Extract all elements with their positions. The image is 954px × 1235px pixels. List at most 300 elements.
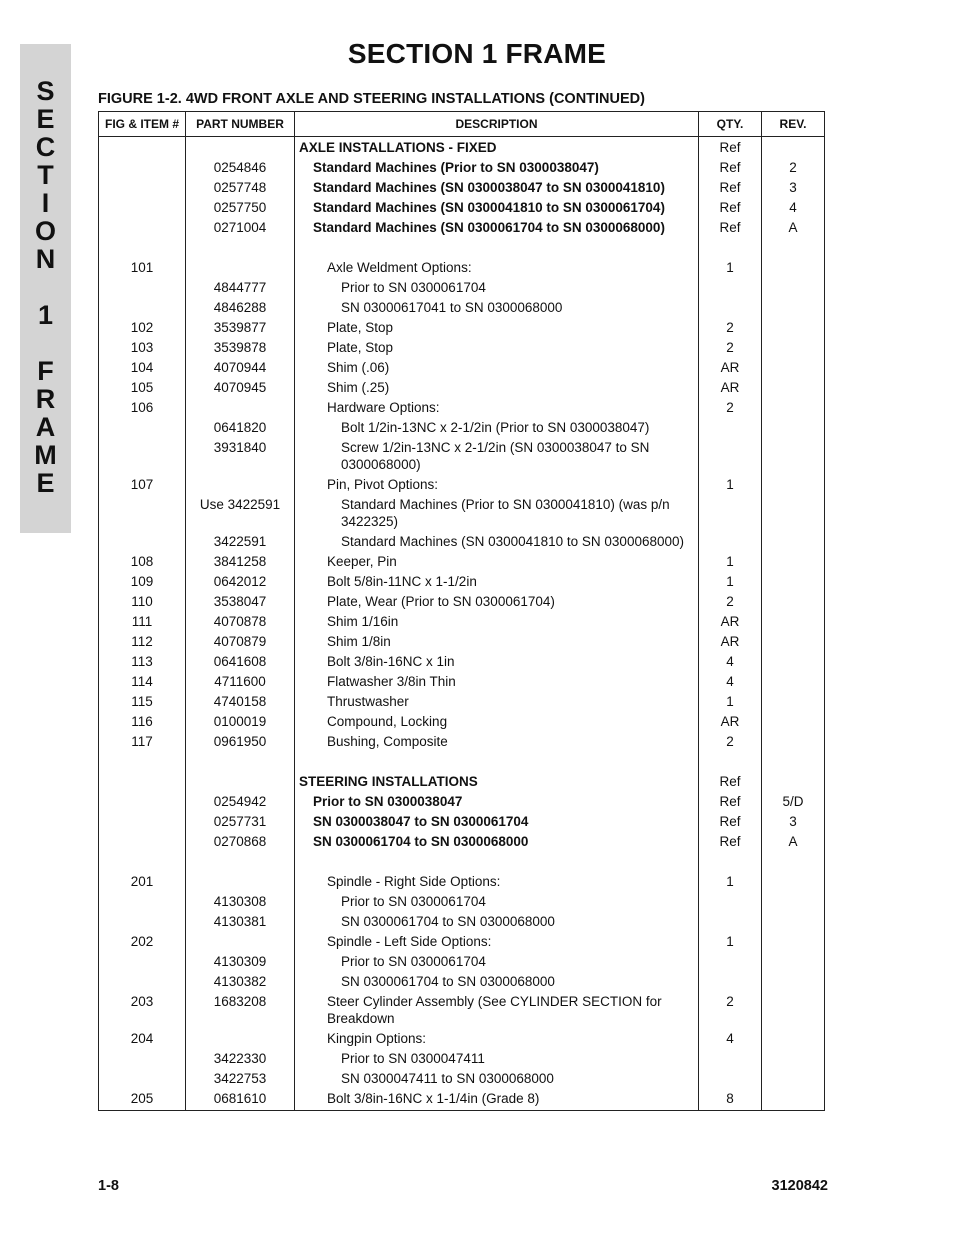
quantity-cell (699, 1070, 762, 1090)
column-header-rev: REV. (762, 112, 825, 137)
revision-cell (762, 873, 825, 893)
table-row (99, 733, 825, 753)
description-cell: Plate, Wear (Prior to SN 0300061704) (295, 593, 699, 613)
quantity-cell (699, 419, 762, 439)
revision-cell (762, 359, 825, 379)
table-header-row (99, 112, 825, 137)
revision-cell (762, 913, 825, 933)
part-number-cell: 4740158 (186, 693, 295, 713)
table-row (99, 259, 825, 279)
item-number-cell: 111 (99, 613, 186, 633)
side-tab-letter: C (35, 132, 56, 162)
part-number-cell (186, 259, 295, 279)
item-number-cell: 107 (99, 476, 186, 496)
table-row (99, 379, 825, 399)
revision-cell (762, 1050, 825, 1070)
revision-cell (762, 693, 825, 713)
revision-cell (762, 137, 825, 160)
table-row (99, 319, 825, 339)
section-side-tab (20, 44, 71, 533)
item-number-cell (99, 913, 186, 933)
table-row (99, 279, 825, 299)
revision-cell (762, 476, 825, 496)
description-cell: Plate, Stop (295, 319, 699, 339)
quantity-cell: 1 (699, 553, 762, 573)
item-number-cell (99, 419, 186, 439)
item-number-cell: 117 (99, 733, 186, 753)
side-tab-letter: I (41, 188, 50, 218)
quantity-cell: AR (699, 713, 762, 733)
spacer-cell (699, 753, 762, 773)
quantity-cell: AR (699, 633, 762, 653)
part-number-cell: 3422591 (186, 533, 295, 553)
revision-cell: A (762, 219, 825, 239)
side-tab-letter: T (37, 160, 54, 190)
item-number-cell (99, 1050, 186, 1070)
description-cell: Prior to SN 0300061704 (295, 279, 699, 299)
side-tab-gap (20, 273, 71, 301)
quantity-cell: 4 (699, 653, 762, 673)
description-cell: Screw 1/2in-13NC x 2-1/2in (SN 0300038047 to SN 0300068000) (295, 439, 699, 476)
description-cell: Plate, Stop (295, 339, 699, 359)
table-row (99, 553, 825, 573)
table-row (99, 137, 825, 160)
item-number-cell: 105 (99, 379, 186, 399)
item-number-cell (99, 199, 186, 219)
spacer-row (99, 239, 825, 259)
part-number-cell: 0257748 (186, 179, 295, 199)
item-number-cell: 204 (99, 1030, 186, 1050)
part-number-cell: 3538047 (186, 593, 295, 613)
table-row (99, 593, 825, 613)
part-number-cell: 3422330 (186, 1050, 295, 1070)
item-number-cell: 205 (99, 1090, 186, 1111)
part-number-cell: 4130309 (186, 953, 295, 973)
item-number-cell (99, 159, 186, 179)
spacer-cell (99, 853, 186, 873)
spacer-cell (99, 753, 186, 773)
revision-cell: 3 (762, 179, 825, 199)
part-number-cell: 0681610 (186, 1090, 295, 1111)
table-row (99, 913, 825, 933)
description-cell: Prior to SN 0300038047 (295, 793, 699, 813)
part-number-cell: 0641820 (186, 419, 295, 439)
side-tab-gap (20, 329, 71, 357)
part-number-cell: 4130308 (186, 893, 295, 913)
table-row (99, 693, 825, 713)
description-cell: Prior to SN 0300061704 (295, 893, 699, 913)
quantity-cell: AR (699, 359, 762, 379)
table-row (99, 476, 825, 496)
part-number-cell (186, 476, 295, 496)
item-number-cell: 109 (99, 573, 186, 593)
quantity-cell (699, 533, 762, 553)
part-number-cell: 4070945 (186, 379, 295, 399)
part-number-cell: 0254942 (186, 793, 295, 813)
part-number-cell: 4130382 (186, 973, 295, 993)
part-number-cell: 0641608 (186, 653, 295, 673)
revision-cell (762, 496, 825, 533)
quantity-cell: Ref (699, 833, 762, 853)
spacer-row (99, 753, 825, 773)
part-number-cell: 3931840 (186, 439, 295, 476)
part-number-cell: 0271004 (186, 219, 295, 239)
revision-cell (762, 773, 825, 793)
description-cell: Standard Machines (Prior to SN 0300038047) (295, 159, 699, 179)
description-cell: SN 03000617041 to SN 0300068000 (295, 299, 699, 319)
table-row (99, 653, 825, 673)
revision-cell: 4 (762, 199, 825, 219)
description-cell: SN 0300061704 to SN 0300068000 (295, 973, 699, 993)
spacer-cell (295, 853, 699, 873)
description-cell: Pin, Pivot Options: (295, 476, 699, 496)
quantity-cell (699, 496, 762, 533)
revision-cell (762, 573, 825, 593)
quantity-cell (699, 1050, 762, 1070)
part-number-cell: 4070879 (186, 633, 295, 653)
part-number-cell (186, 1030, 295, 1050)
page-title: SECTION 1 FRAME (347, 38, 607, 69)
revision-cell (762, 379, 825, 399)
quantity-cell (699, 279, 762, 299)
description-cell: Compound, Locking (295, 713, 699, 733)
spacer-cell (99, 239, 186, 259)
part-number-cell (186, 933, 295, 953)
quantity-cell (699, 439, 762, 476)
description-cell: SN 0300047411 to SN 0300068000 (295, 1070, 699, 1090)
description-cell: Bolt 3/8in-16NC x 1-1/4in (Grade 8) (295, 1090, 699, 1111)
column-header-part-number: PART NUMBER (186, 112, 295, 137)
item-number-cell (99, 773, 186, 793)
part-number-cell (186, 773, 295, 793)
quantity-cell: AR (699, 379, 762, 399)
side-tab-letter: M (34, 440, 57, 470)
revision-cell: 3 (762, 813, 825, 833)
description-cell: Bolt 1/2in-13NC x 2-1/2in (Prior to SN 0300038047) (295, 419, 699, 439)
description-cell: Flatwasher 3/8in Thin (295, 673, 699, 693)
part-number-cell (186, 399, 295, 419)
spacer-cell (699, 239, 762, 259)
table-row (99, 439, 825, 476)
item-number-cell (99, 219, 186, 239)
revision-cell (762, 953, 825, 973)
revision-cell (762, 399, 825, 419)
column-header-qty: QTY. (699, 112, 762, 137)
quantity-cell: 8 (699, 1090, 762, 1111)
revision-cell (762, 593, 825, 613)
description-cell: Spindle - Right Side Options: (295, 873, 699, 893)
spacer-cell (186, 853, 295, 873)
parts-table (98, 111, 825, 1111)
section-side-tab-letters (20, 77, 71, 497)
revision-cell (762, 339, 825, 359)
item-number-cell (99, 179, 186, 199)
table-row (99, 359, 825, 379)
part-number-cell: 4846288 (186, 299, 295, 319)
part-number-cell: 0257731 (186, 813, 295, 833)
item-number-cell: 102 (99, 319, 186, 339)
quantity-cell: Ref (699, 773, 762, 793)
revision-cell (762, 1090, 825, 1111)
description-cell: Spindle - Left Side Options: (295, 933, 699, 953)
description-cell: Standard Machines (Prior to SN 0300041810) (was p/n 3422325) (295, 496, 699, 533)
revision-cell (762, 259, 825, 279)
table-row (99, 399, 825, 419)
table-row (99, 199, 825, 219)
quantity-cell: 2 (699, 339, 762, 359)
document-number: 3120842 (771, 1178, 828, 1194)
quantity-cell (699, 913, 762, 933)
item-number-cell: 116 (99, 713, 186, 733)
side-tab-letter: R (35, 384, 56, 414)
item-number-cell (99, 833, 186, 853)
part-number-cell: 4130381 (186, 913, 295, 933)
item-number-cell: 201 (99, 873, 186, 893)
revision-cell (762, 673, 825, 693)
description-cell: Bushing, Composite (295, 733, 699, 753)
quantity-cell: Ref (699, 137, 762, 160)
table-row (99, 773, 825, 793)
description-cell: AXLE INSTALLATIONS - FIXED (295, 137, 699, 160)
description-cell: STEERING INSTALLATIONS (295, 773, 699, 793)
quantity-cell: Ref (699, 159, 762, 179)
side-tab-letter: F (37, 356, 54, 386)
part-number-cell: 0254846 (186, 159, 295, 179)
table-row (99, 833, 825, 853)
item-number-cell (99, 1070, 186, 1090)
description-cell: Bolt 5/8in-11NC x 1-1/2in (295, 573, 699, 593)
side-tab-letter: E (36, 104, 55, 134)
item-number-cell (99, 793, 186, 813)
quantity-cell: 4 (699, 673, 762, 693)
revision-cell (762, 553, 825, 573)
description-cell: Kingpin Options: (295, 1030, 699, 1050)
side-tab-letter: N (35, 244, 56, 274)
part-number-cell: 4070878 (186, 613, 295, 633)
description-cell: Shim 1/8in (295, 633, 699, 653)
quantity-cell: Ref (699, 199, 762, 219)
item-number-cell (99, 893, 186, 913)
revision-cell (762, 299, 825, 319)
table-row (99, 533, 825, 553)
item-number-cell: 114 (99, 673, 186, 693)
quantity-cell: 2 (699, 399, 762, 419)
table-row (99, 973, 825, 993)
spacer-cell (295, 239, 699, 259)
description-cell: Standard Machines (SN 0300038047 to SN 0300041810) (295, 179, 699, 199)
revision-cell (762, 933, 825, 953)
description-cell: Bolt 3/8in-16NC x 1in (295, 653, 699, 673)
description-cell: Steer Cylinder Assembly (See CYLINDER SECTION for Breakdown (295, 993, 699, 1030)
revision-cell (762, 1070, 825, 1090)
side-tab-letter: 1 (37, 300, 54, 330)
part-number-cell: 0270868 (186, 833, 295, 853)
part-number-cell: 4711600 (186, 673, 295, 693)
description-cell: Hardware Options: (295, 399, 699, 419)
quantity-cell: Ref (699, 813, 762, 833)
table-row (99, 159, 825, 179)
part-number-cell: 4844777 (186, 279, 295, 299)
quantity-cell: 2 (699, 319, 762, 339)
item-number-cell (99, 813, 186, 833)
page-number: 1-8 (98, 1178, 119, 1194)
figure-caption: FIGURE 1-2. 4WD FRONT AXLE AND STEERING INSTALLATIONS (CONTINUED) (98, 91, 645, 107)
part-number-cell: 3539878 (186, 339, 295, 359)
table-row (99, 673, 825, 693)
quantity-cell: 1 (699, 873, 762, 893)
table-row (99, 793, 825, 813)
item-number-cell (99, 279, 186, 299)
item-number-cell (99, 299, 186, 319)
revision-cell (762, 973, 825, 993)
table-row (99, 873, 825, 893)
quantity-cell (699, 953, 762, 973)
table-row (99, 179, 825, 199)
description-cell: Shim (.06) (295, 359, 699, 379)
table-row (99, 496, 825, 533)
part-number-cell (186, 137, 295, 160)
item-number-cell (99, 496, 186, 533)
item-number-cell: 103 (99, 339, 186, 359)
item-number-cell: 115 (99, 693, 186, 713)
spacer-cell (762, 853, 825, 873)
part-number-cell: 4070944 (186, 359, 295, 379)
part-number-cell: 0642012 (186, 573, 295, 593)
spacer-cell (699, 853, 762, 873)
side-tab-letter: E (36, 468, 55, 498)
table-row (99, 893, 825, 913)
quantity-cell: 1 (699, 693, 762, 713)
spacer-row (99, 853, 825, 873)
table-row (99, 419, 825, 439)
part-number-cell: 3422753 (186, 1070, 295, 1090)
description-cell: Keeper, Pin (295, 553, 699, 573)
part-number-cell (186, 873, 295, 893)
revision-cell (762, 733, 825, 753)
table-row (99, 933, 825, 953)
revision-cell (762, 713, 825, 733)
revision-cell (762, 1030, 825, 1050)
revision-cell (762, 633, 825, 653)
description-cell: Standard Machines (SN 0300061704 to SN 0300068000) (295, 219, 699, 239)
spacer-cell (295, 753, 699, 773)
revision-cell (762, 893, 825, 913)
quantity-cell: 1 (699, 259, 762, 279)
table-row (99, 339, 825, 359)
table-row (99, 1090, 825, 1111)
quantity-cell (699, 973, 762, 993)
revision-cell (762, 319, 825, 339)
revision-cell (762, 419, 825, 439)
item-number-cell: 202 (99, 933, 186, 953)
description-cell: Thrustwasher (295, 693, 699, 713)
description-cell: SN 0300061704 to SN 0300068000 (295, 833, 699, 853)
part-number-cell: 3841258 (186, 553, 295, 573)
spacer-cell (186, 239, 295, 259)
revision-cell (762, 533, 825, 553)
spacer-cell (186, 753, 295, 773)
part-number-cell: 0100019 (186, 713, 295, 733)
revision-cell: 2 (762, 159, 825, 179)
table-row (99, 1030, 825, 1050)
side-tab-letter: A (35, 412, 56, 442)
item-number-cell: 104 (99, 359, 186, 379)
revision-cell (762, 279, 825, 299)
description-cell: Shim (.25) (295, 379, 699, 399)
quantity-cell: Ref (699, 219, 762, 239)
table-row (99, 1070, 825, 1090)
spacer-cell (762, 239, 825, 259)
table-row (99, 813, 825, 833)
description-cell: Prior to SN 0300061704 (295, 953, 699, 973)
revision-cell (762, 993, 825, 1030)
part-number-cell: 0961950 (186, 733, 295, 753)
item-number-cell (99, 953, 186, 973)
revision-cell (762, 613, 825, 633)
side-tab-letter: O (34, 216, 56, 246)
item-number-cell (99, 533, 186, 553)
part-number-cell: 1683208 (186, 993, 295, 1030)
revision-cell (762, 439, 825, 476)
item-number-cell: 113 (99, 653, 186, 673)
parts-table-body (99, 137, 825, 1111)
item-number-cell (99, 137, 186, 160)
table-row (99, 219, 825, 239)
table-row (99, 953, 825, 973)
description-cell: Standard Machines (SN 0300041810 to SN 0300068000) (295, 533, 699, 553)
description-cell: Standard Machines (SN 0300041810 to SN 0300061704) (295, 199, 699, 219)
part-number-cell: 0257750 (186, 199, 295, 219)
quantity-cell (699, 299, 762, 319)
revision-cell: A (762, 833, 825, 853)
part-number-cell: Use 3422591 (186, 496, 295, 533)
description-cell: Prior to SN 0300047411 (295, 1050, 699, 1070)
part-number-cell: 3539877 (186, 319, 295, 339)
column-header-description: DESCRIPTION (295, 112, 699, 137)
quantity-cell: 1 (699, 573, 762, 593)
item-number-cell (99, 439, 186, 476)
description-cell: SN 0300038047 to SN 0300061704 (295, 813, 699, 833)
table-row (99, 1050, 825, 1070)
table-row (99, 633, 825, 653)
item-number-cell: 108 (99, 553, 186, 573)
quantity-cell: Ref (699, 793, 762, 813)
description-cell: SN 0300061704 to SN 0300068000 (295, 913, 699, 933)
item-number-cell: 112 (99, 633, 186, 653)
revision-cell: 5/D (762, 793, 825, 813)
quantity-cell: 2 (699, 993, 762, 1030)
table-row (99, 613, 825, 633)
column-header-item: FIG & ITEM # (99, 112, 186, 137)
item-number-cell (99, 973, 186, 993)
item-number-cell: 203 (99, 993, 186, 1030)
table-row (99, 993, 825, 1030)
table-row (99, 299, 825, 319)
quantity-cell: Ref (699, 179, 762, 199)
item-number-cell: 106 (99, 399, 186, 419)
table-row (99, 573, 825, 593)
description-cell: Axle Weldment Options: (295, 259, 699, 279)
quantity-cell (699, 893, 762, 913)
quantity-cell: 2 (699, 733, 762, 753)
quantity-cell: 1 (699, 933, 762, 953)
spacer-cell (762, 753, 825, 773)
quantity-cell: 4 (699, 1030, 762, 1050)
quantity-cell: AR (699, 613, 762, 633)
item-number-cell: 110 (99, 593, 186, 613)
quantity-cell: 1 (699, 476, 762, 496)
revision-cell (762, 653, 825, 673)
